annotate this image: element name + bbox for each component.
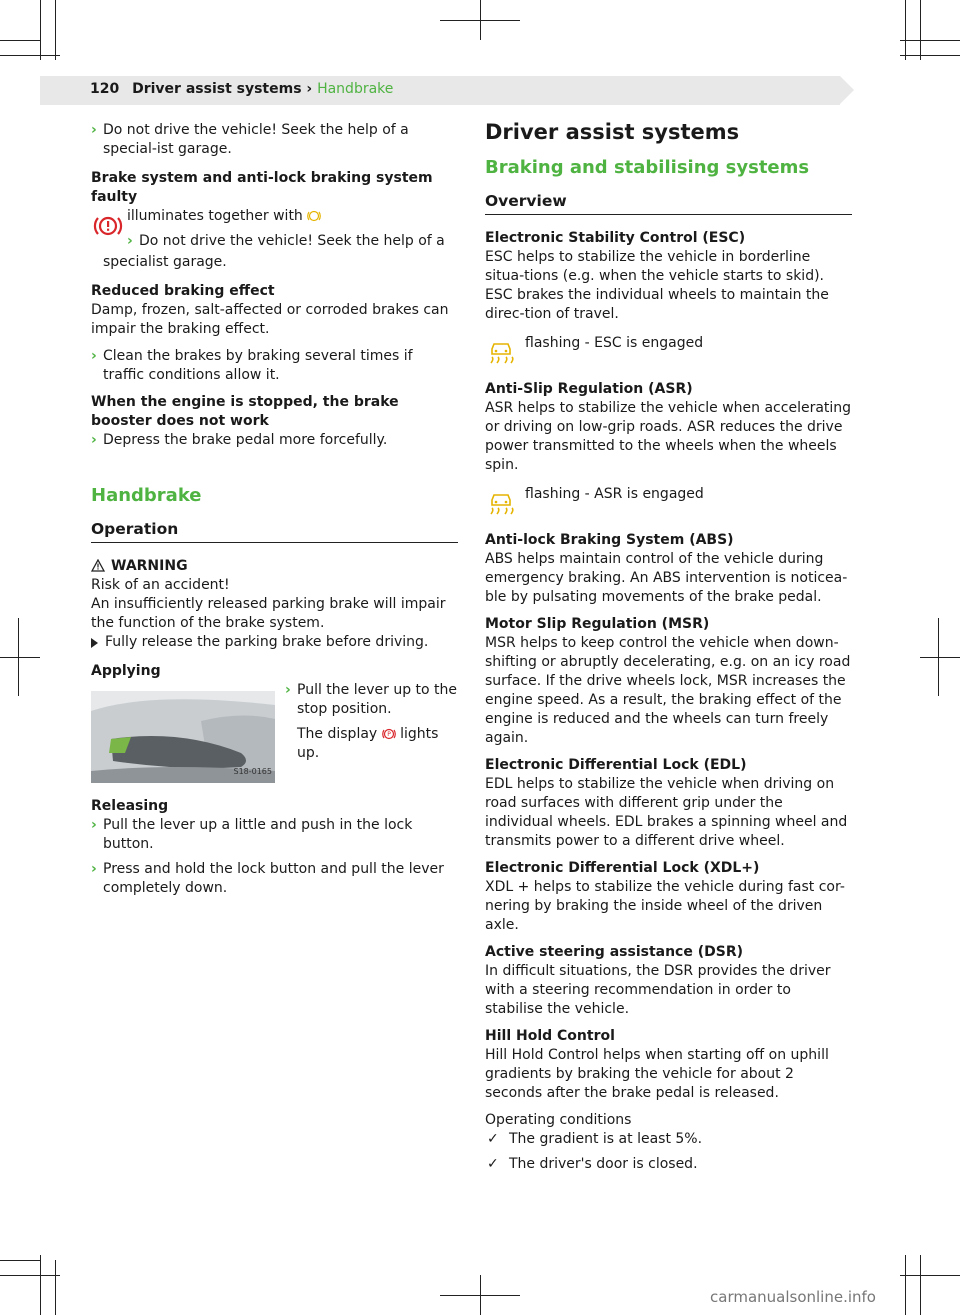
chevron-icon: ›	[91, 817, 97, 833]
warning-action	[91, 633, 458, 652]
condition-text: The gradient is at least 5%.	[509, 1131, 703, 1147]
chevron-icon: ›	[91, 122, 97, 138]
esc-skid-icon	[485, 336, 517, 368]
condition-item	[485, 1130, 852, 1149]
crop-mark	[900, 40, 960, 41]
crop-mark	[920, 657, 960, 658]
operating-conditions-label: Operating conditions	[485, 1112, 632, 1128]
applying-instructions	[285, 681, 458, 763]
brake-faulty-heading: Brake system and anti-lock braking system faulty	[91, 170, 433, 205]
chapter-title: Driver assist systems	[485, 120, 740, 144]
running-header	[90, 81, 393, 97]
abs-text: ABS helps maintain control of the vehicle during emergency braking. An ABS intervention is noticea-ble by pulsating movements of the brake pedal.	[485, 551, 848, 605]
engine-stopped-heading: When the engine is stopped, the brake booster does not work	[91, 394, 399, 429]
msr-text: MSR helps to keep control the vehicle when down-shifting or abruptly decelerating, e.g. on an icy road surface. If the drive wheels lock, MSR increases the engine speed. As a result, the braking effect of the engine is reduced and the wheels can turn freely again.	[485, 635, 851, 746]
crop-mark	[920, 1255, 921, 1315]
crop-mark	[55, 0, 56, 60]
crop-mark	[0, 1275, 60, 1276]
reduced-braking-text: Damp, frozen, salt-affected or corroded brakes can impair the braking effect.	[91, 302, 449, 337]
checkmark-icon: ✓	[487, 1131, 499, 1147]
crop-mark	[40, 1255, 41, 1315]
header-section: Driver assist systems	[132, 81, 302, 97]
warning-action-text: Fully release the parking brake before driving.	[105, 634, 429, 650]
checkmark-icon: ✓	[487, 1156, 499, 1172]
overview-heading: Overview	[485, 190, 852, 215]
display-text: The display	[297, 726, 378, 742]
bullet-text: Do not drive the vehicle! Seek the help of a special-ist garage.	[103, 122, 409, 157]
bullet-text: Do not drive the vehicle! Seek the help of a	[139, 233, 445, 249]
crop-mark	[440, 1295, 520, 1296]
applying-figure-row	[91, 681, 458, 791]
crop-mark	[905, 0, 906, 60]
bullet-text: Pull the lever up to the stop position.	[297, 682, 458, 717]
warning-triangle-icon	[91, 559, 105, 572]
triangle-bullet-icon	[91, 638, 98, 648]
right-column	[485, 118, 852, 1180]
section-title: Braking and stabilising systems	[485, 157, 810, 178]
warning-title: WARNING	[111, 558, 188, 574]
figure-id: S18-0165	[233, 767, 272, 776]
brake-warning-icon	[93, 213, 123, 239]
xdl-heading: Electronic Differential Lock (XDL+)	[485, 860, 760, 876]
asr-skid-icon	[485, 487, 517, 519]
releasing-heading: Releasing	[91, 798, 169, 814]
asr-text: ASR helps to stabilize the vehicle when accelerating or driving on low-grip roads. ASR reduces the drive power transmitted to the wheels when the wheels spin.	[485, 400, 852, 473]
bullet-item	[127, 232, 458, 251]
esc-text: ESC helps to stabilize the vehicle in borderline situa-tions (e.g. when the vehicle starts to skid). ESC brakes the individual wheels to maintain the direc-tion of travel.	[485, 249, 829, 322]
condition-text: The driver's door is closed.	[509, 1156, 698, 1172]
chevron-icon: ›	[285, 682, 291, 698]
crop-mark	[900, 1275, 960, 1276]
operation-heading: Operation	[91, 518, 458, 543]
msr-heading: Motor Slip Regulation (MSR)	[485, 616, 710, 632]
crop-mark	[905, 1255, 906, 1315]
crop-mark	[0, 1260, 40, 1261]
esc-indicator-row	[485, 334, 852, 370]
abs-heading: Anti-lock Braking System (ABS)	[485, 532, 734, 548]
crop-mark	[920, 0, 921, 60]
chevron-icon: ›	[91, 861, 97, 877]
crop-mark	[55, 1260, 56, 1315]
asr-indicator-text: flashing - ASR is engaged	[525, 486, 704, 502]
page-number: 120	[90, 81, 120, 97]
reduced-braking-heading: Reduced braking effect	[91, 283, 275, 299]
bullet-text: Press and hold the lock button and pull the lever completely down.	[103, 861, 444, 896]
header-separator: ›	[306, 81, 313, 97]
esc-heading: Electronic Stability Control (ESC)	[485, 230, 746, 246]
crop-mark	[440, 20, 520, 21]
edl-text: EDL helps to stabilize the vehicle when driving on road surfaces with different grip under the individual wheels. EDL brakes a spinning wheel and transmits power to a different drive wheel.	[485, 776, 848, 849]
bullet-item	[91, 121, 458, 159]
chevron-icon: ›	[91, 432, 97, 448]
asr-heading: Anti-Slip Regulation (ASR)	[485, 381, 693, 397]
xdl-text: XDL + helps to stabilize the vehicle during fast cor-nering by braking the inside wheel of the driven axle.	[485, 879, 845, 933]
crop-mark	[0, 55, 60, 56]
svg-text:P: P	[386, 731, 391, 739]
bullet-item	[91, 431, 458, 450]
crop-mark	[40, 0, 41, 60]
brake-faulty-text: illuminates together with	[127, 208, 303, 224]
bullet-item	[285, 681, 458, 719]
hill-hold-text: Hill Hold Control helps when starting off on uphill gradients by braking the vehicle for about 2 seconds after the brake pedal is released.	[485, 1047, 829, 1101]
bullet-text: Depress the brake pedal more forcefully.	[103, 432, 388, 448]
dsr-text: In difficult situations, the DSR provides the driver with a steering recommendation in order to stabilise the vehicle.	[485, 963, 831, 1017]
esc-indicator-text: flashing - ESC is engaged	[525, 335, 704, 351]
handbrake-lever-image	[91, 691, 275, 783]
abs-indicator-icon	[307, 209, 321, 223]
header-subsection: Handbrake	[317, 81, 394, 97]
display-text: lights up.	[297, 726, 439, 761]
crop-mark	[0, 40, 40, 41]
asr-indicator-row	[485, 485, 852, 521]
applying-heading: Applying	[91, 663, 161, 679]
brake-faulty-row	[91, 207, 458, 251]
watermark[interactable]: carmanualsonline.info	[710, 1288, 876, 1306]
bullet-item	[91, 816, 458, 854]
edl-heading: Electronic Differential Lock (EDL)	[485, 757, 747, 773]
handbrake-heading: Handbrake	[91, 485, 202, 506]
left-column	[91, 121, 458, 904]
bullet-text: Pull the lever up a little and push in the lock button.	[103, 817, 413, 852]
chevron-icon: ›	[127, 233, 133, 249]
header-arrow	[840, 76, 854, 104]
crop-mark	[0, 657, 40, 658]
bullet-text: Clean the brakes by braking several times if traffic conditions allow it.	[103, 348, 413, 383]
crop-mark	[900, 55, 960, 56]
warning-line: Risk of an accident!	[91, 577, 230, 593]
warning-box	[91, 557, 458, 652]
bullet-continuation: specialist garage.	[103, 254, 227, 270]
bullet-item	[91, 860, 458, 898]
dsr-heading: Active steering assistance (DSR)	[485, 944, 744, 960]
chevron-icon: ›	[91, 348, 97, 364]
condition-item	[485, 1155, 852, 1174]
parking-brake-indicator-icon	[382, 727, 396, 741]
bullet-item	[91, 347, 458, 385]
hill-hold-heading: Hill Hold Control	[485, 1028, 615, 1044]
warning-line: An insufficiently released parking brake will impair the function of the brake system.	[91, 596, 446, 631]
